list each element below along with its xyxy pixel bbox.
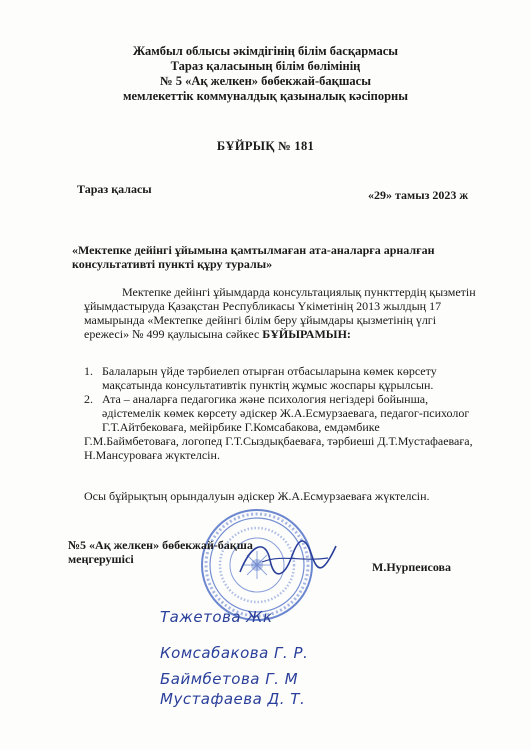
header-line-3: № 5 «Ақ желкен» бөбекжай-бақшасы xyxy=(160,74,371,88)
order-word: БҰЙЫРАМЫН: xyxy=(262,327,351,341)
handwritten-signature-1: Тажетова Жк xyxy=(160,608,273,626)
item-1-line-2: мақсатында консультативтік пунктің жұмыс жоспары құрылсын. xyxy=(102,378,434,392)
handwritten-signature-2: Комсабакова Г. Р. xyxy=(160,644,309,662)
item-2-line-1: Ата – аналарға педагогика және психология негіздері бойынша, xyxy=(102,392,429,406)
header-line-2: Тараз қаласының білім бөлімінің xyxy=(170,59,361,73)
signature-role: меңгерушісі xyxy=(68,552,134,566)
item-2-line-2: әдістемелік көмек көрсету әдіскер Ж.А.Есмурзаевага, педагог-психолог xyxy=(102,406,470,420)
item-1-number: 1. xyxy=(84,364,93,378)
date: «29» тамыз 2023 ж xyxy=(368,188,469,202)
handwritten-signature-3: Баймбетова Г. М xyxy=(160,670,299,688)
preamble-line-2: ұйымдастыруда Қазақстан Республикасы Үкіметінің 2013 жылдың 17 xyxy=(84,299,442,313)
place: Тараз қаласы xyxy=(77,182,152,196)
handwritten-signature-4: Мустафаева Д. Т. xyxy=(160,690,306,708)
signature-org: №5 «Ақ желкен» бөбекжай-бақша xyxy=(68,538,253,552)
header-line-4: мемлекеттік коммуналдық қазыналық кәсіпорны xyxy=(122,89,408,103)
item-2-line-3: Г.Т.Айтбековаға, мейірбике Г.Комсабакова, емдәмбике xyxy=(102,420,380,434)
document-title: «Мектепке дейінгі ұйымына қамтылмаған ата-аналарға арналған консультативті пункті құру туралы» xyxy=(72,243,435,271)
item-2-number: 2. xyxy=(84,392,93,406)
preamble-line-3: мамырында «Мектепке дейінгі білім беру ұйымдары қызметінің үлгі xyxy=(84,313,437,327)
preamble-line-4 xyxy=(84,327,351,341)
signature-name: М.Нурпеисова xyxy=(372,560,451,574)
header-line-1: Жамбыл облысы әкімдігінің білім басқармасы xyxy=(132,44,399,58)
control-clause: Осы бұйрықтың орындалуын әдіскер Ж.А.Есмурзаеваға жүктелсін. xyxy=(84,489,430,503)
order-number: БҰЙРЫҚ № 181 xyxy=(216,139,315,153)
preamble-text: ережесі» № 499 қаулысына сәйкес xyxy=(84,327,263,341)
item-1-line-1: Балаларын үйде тәрбиелеп отырған отбасыларына көмек көрсету xyxy=(102,364,437,378)
item-2-line-5: Н.Мансуроваға жүктелсін. xyxy=(84,448,220,462)
preamble-line-1: Мектепке дейінгі ұйымдарда консультациялық пункттердің қызметін xyxy=(122,285,476,299)
item-2-line-4: Г.М.Баймбетоваға, логопед Г.Т.Сыздықбаеваға, тәрбиеші Д.Т.Мустафаеваға, xyxy=(84,434,473,448)
